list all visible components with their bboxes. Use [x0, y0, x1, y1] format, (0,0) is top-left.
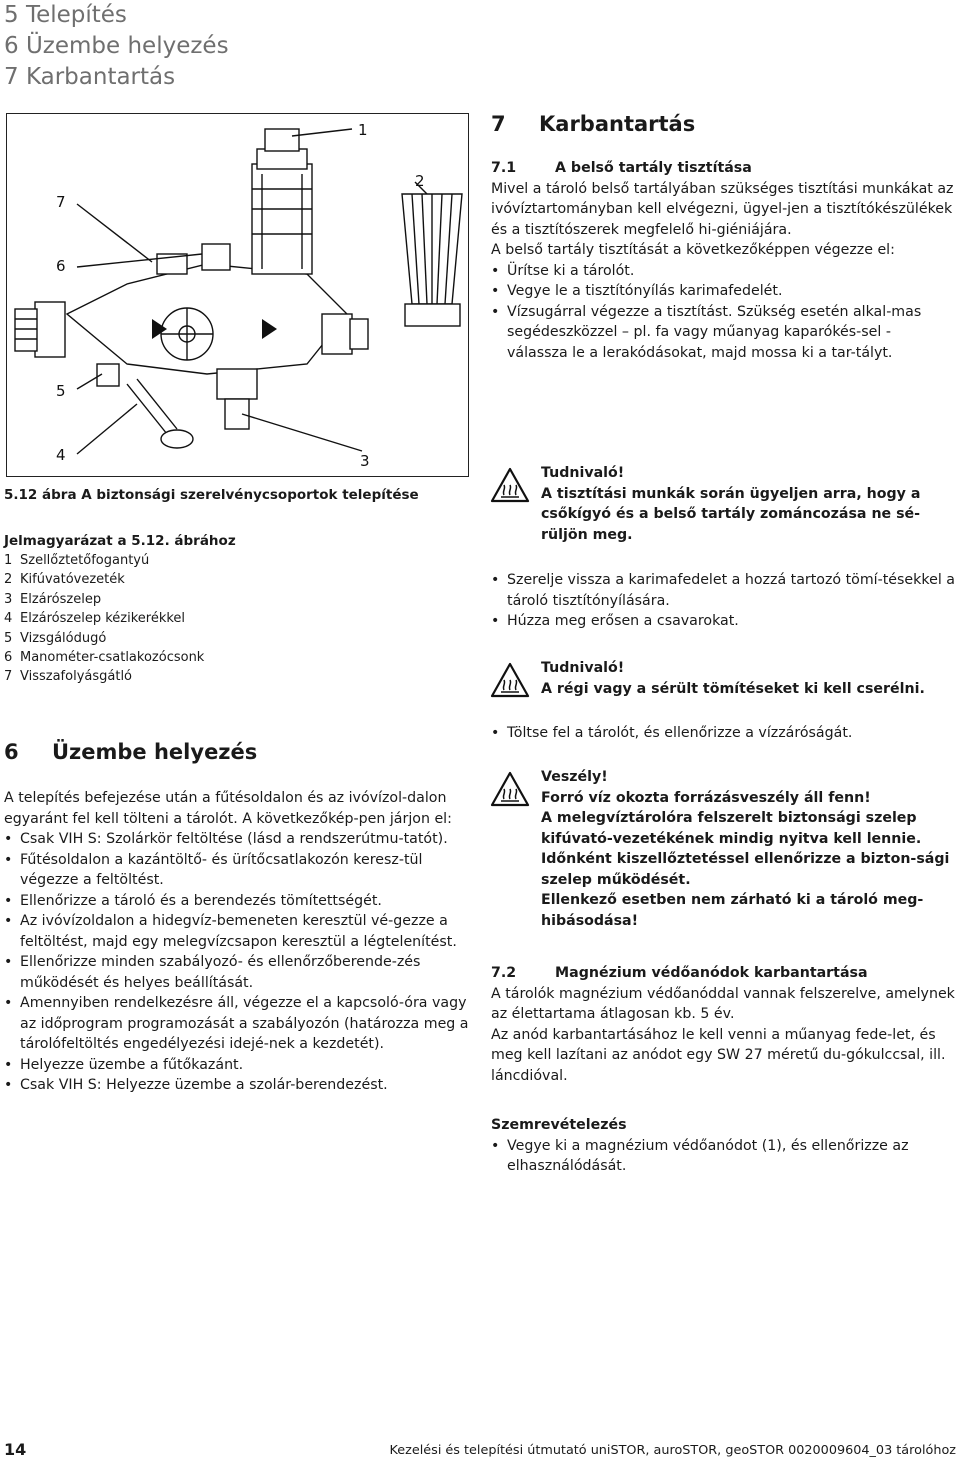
list-item: • Csak VIH S: Szolárkör feltöltése (lásd a rendszerútmu-tatót).	[4, 829, 469, 850]
list-item: • Csak VIH S: Helyezze üzembe a szolár-berendezést.	[4, 1075, 469, 1096]
page-number: 14	[4, 1440, 27, 1459]
list-item: • Helyezze üzembe a fűtőkazánt.	[4, 1055, 469, 1076]
figure-label-2: 2	[415, 172, 425, 190]
list-item: • Vegye le a tisztítónyílás karimafedelét.	[491, 281, 956, 302]
figure-legend	[4, 531, 464, 687]
valve-drawing	[7, 114, 468, 476]
hot-surface-warning-icon	[490, 662, 530, 698]
paragraph: Az anód karbantartásához le kell venni a műanyag fede-let, és meg kell lazítani az anódot egy SW 27 méretű du-gókulccsal, ill. láncdióval.	[491, 1026, 946, 1084]
list-item: • Fűtésoldalon a kazántöltő- és ürítőcsatlakozón keresz-tül végezze a feltöltést.	[4, 850, 469, 891]
list-item: • Ürítse ki a tárolót.	[491, 261, 956, 282]
section-7-1-body-2	[491, 570, 956, 632]
legend-item: 6 Manométer-csatlakozócsonk	[4, 650, 205, 666]
section-7-1-body	[491, 158, 956, 363]
figure-safety-valve-group	[6, 113, 469, 477]
section-7-heading: 7 Karbantartás	[491, 112, 696, 136]
figure-label-7: 7	[56, 193, 66, 211]
page-header	[4, 0, 229, 93]
list-item: • Ellenőrizze a tároló és a berendezés tömítettségét.	[4, 891, 469, 912]
notice-text: A tisztítási munkák során ügyeljen arra, hogy a csőkígyó és a belső tartály zománcozása ne sé-rüljön meg.	[541, 485, 921, 543]
figure-label-3: 3	[360, 452, 370, 470]
legend-item: 2 Kifúvatóvezeték	[4, 572, 125, 588]
notice-title: Tudnivaló!	[541, 465, 625, 481]
list-item: • Ellenőrizze minden szabályozó- és ellenőrzőberende-zés működését és helyes beállítását.	[4, 952, 469, 993]
list-item: • Szerelje vissza a karimafedelet a hozzá tartozó tömí-tésekkel a tároló tisztítónyílására.	[491, 570, 956, 611]
list-item: • Húzza meg erősen a csavarokat.	[491, 611, 956, 632]
danger-title: Veszély!	[541, 769, 608, 785]
danger-line: Ellenkező esetben nem zárható ki a tároló meg-hibásodása!	[541, 892, 924, 929]
header-line-2: 6 Üzembe helyezés	[4, 33, 229, 59]
list-item: • Vízsugárral végezze a tisztítást. Szükség esetén alkal-mas segédeszközzel – pl. fa vagy műanyag kaparókés-sel - válassza le a lerakódásokat, majd mossa ki a tar-tályt.	[491, 302, 956, 364]
section-7-2-body	[491, 963, 956, 1086]
notice-box	[490, 463, 960, 545]
figure-caption: 5.12 ábra A biztonsági szerelvénycsoportok telepítése	[4, 487, 419, 503]
legend-item: 5 Vizsgálódugó	[4, 630, 107, 646]
legend-item: 4 Elzárószelep kézikerékkel	[4, 611, 186, 627]
inspection-heading: Szemrevételezés	[491, 1117, 627, 1133]
danger-box	[490, 767, 960, 931]
legend-item: 3 Elzárószelep	[4, 591, 102, 607]
figure-label-6: 6	[56, 257, 66, 275]
notice-text: A régi vagy a sérült tömítéseket ki kell cserélni.	[541, 680, 925, 697]
danger-line: Forró víz okozta forrázásveszély áll fenn!	[541, 789, 871, 806]
header-line-1: 5 Telepítés	[4, 2, 127, 28]
notice-title: Tudnivaló!	[541, 660, 625, 676]
paragraph: Mivel a tároló belső tartályában szükséges tisztítási munkákat az ivóvíztartományban kell elvégezni, ügyel-jen a tisztítókészülékek és a tisztítószerek megfelelő hi-giéniájára.	[491, 180, 954, 238]
list-item: • Az ivóvízoldalon a hidegvíz-bemeneten keresztül vé-gezze a feltöltést, majd egy melegvízcsapon keresztül a légtelenítést.	[4, 911, 469, 952]
list-item: • Vegye ki a magnézium védőanódot (1), és ellenőrizze az elhasználódását.	[491, 1136, 956, 1177]
danger-line: A melegvíztárolóra felszerelt biztonsági szelep kifúvató-vezetékének mindig nyitva kell lennie. Időnként kiszellőztetéssel ellenőrizze a bizton-sági szelep működését.	[541, 810, 950, 888]
figure-label-5: 5	[56, 382, 66, 400]
section-6-intro: A telepítés befejezése után a fűtésoldalon és az ivóvízol-dalon egyaránt fel kell tölteni a tárolót. A következőkép-pen járjon el:	[4, 790, 452, 827]
section-6-heading: 6 Üzembe helyezés	[4, 740, 258, 764]
legend-title: Jelmagyarázat a 5.12. ábrához	[4, 533, 236, 549]
notice-box	[490, 658, 960, 699]
paragraph: A tárolók magnézium védőanóddal vannak felszerelve, amelynek az élettartama átlagosan kb. 5 év.	[491, 985, 955, 1022]
legend-item: 1 Szellőztetőfogantyú	[4, 553, 150, 568]
list-item: • Amennyiben rendelkezésre áll, végezze el a kapcsoló-óra vagy az időprogram programozását a szabályozón (határozza meg a tárolófeltöltés engedélyezési idejé-nek a kezdetét).	[4, 993, 469, 1055]
section-6-body	[4, 788, 469, 1096]
subsection-7-1-heading: 7.1 A belső tartály tisztítása	[491, 160, 752, 176]
hot-surface-warning-icon	[490, 467, 530, 503]
figure-label-4: 4	[56, 446, 66, 464]
figure-label-1: 1	[358, 121, 368, 139]
inspection-section	[491, 1115, 956, 1177]
paragraph: A belső tartály tisztítását a következőképpen végezze el:	[491, 242, 895, 258]
section-7-1-body-3	[491, 723, 956, 744]
subsection-7-2-heading: 7.2 Magnézium védőanódok karbantartása	[491, 965, 868, 981]
footer-doc-title: Kezelési és telepítési útmutató uniSTOR, auroSTOR, geoSTOR 0020009604_03 tárolóhoz	[389, 1443, 956, 1458]
list-item: • Töltse fel a tárolót, és ellenőrizze a vízzáróságát.	[491, 723, 956, 744]
header-line-3: 7 Karbantartás	[4, 64, 176, 90]
scalding-danger-icon	[490, 771, 530, 807]
legend-item: 7 Visszafolyásgátló	[4, 669, 133, 685]
